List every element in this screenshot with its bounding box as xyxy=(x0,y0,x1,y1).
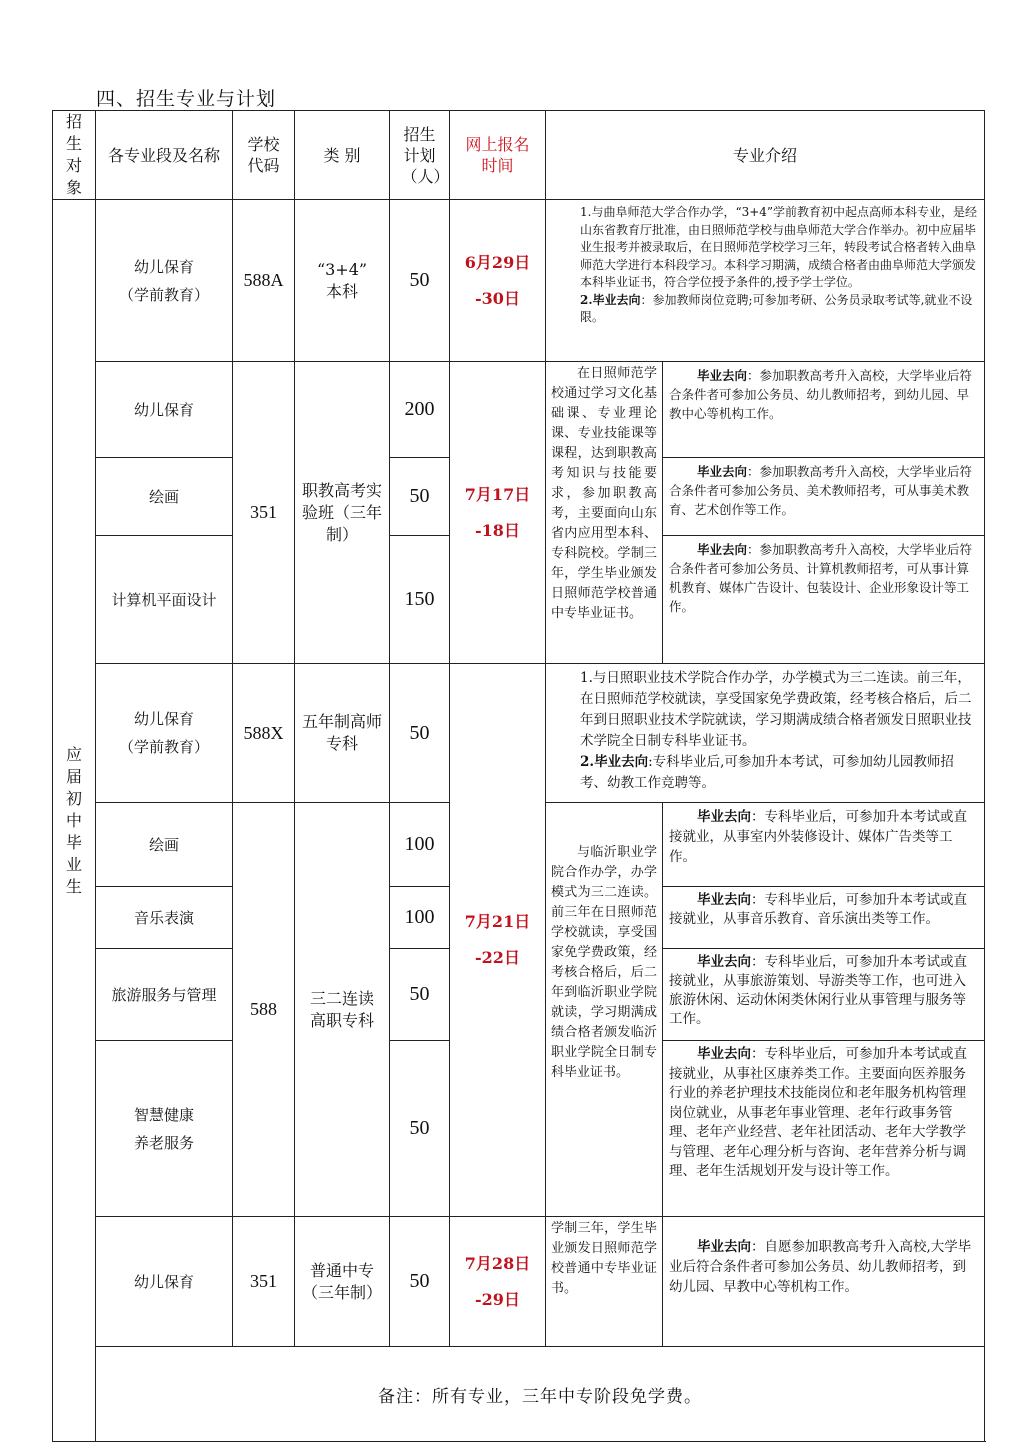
common-intro: 学制三年，学生毕业颁发日照师范学校普通中专毕业证书。 xyxy=(546,1217,663,1347)
header-category: 类 别 xyxy=(295,111,390,200)
enroll-plan: 150 xyxy=(390,536,450,664)
category: 普通中专（三年制） xyxy=(295,1217,390,1347)
school-code: 588X xyxy=(233,664,295,803)
enroll-plan: 200 xyxy=(390,362,450,458)
signup-time: 6月29日 -30日 xyxy=(450,200,546,362)
major-name: 幼儿保育 （学前教育） xyxy=(96,664,233,803)
school-code: 588A xyxy=(233,200,295,362)
note: 备注：所有专业，三年中专阶段免学费。 xyxy=(96,1347,985,1442)
enroll-plan: 50 xyxy=(390,200,450,362)
enroll-plan: 50 xyxy=(390,458,450,536)
header-code: 学校代码 xyxy=(233,111,295,200)
category: “3+4” 本科 xyxy=(295,200,390,362)
career-intro: 毕业去向：专科毕业后，可参加升本考试或直接就业，从事室内外装修设计、媒体广告类等工作。 xyxy=(663,803,985,887)
school-code: 588 xyxy=(233,803,295,1217)
target-group: 应届初中毕业生 xyxy=(53,200,96,1442)
career-intro: 毕业去向：专科毕业后，可参加升本考试或直接就业，从事音乐教育、音乐演出类等工作。 xyxy=(663,887,985,949)
enroll-plan: 100 xyxy=(390,887,450,949)
header-time: 网上报名时间 xyxy=(450,111,546,200)
header-major: 各专业段及名称 xyxy=(96,111,233,200)
signup-time: 7月17日 -18日 xyxy=(450,362,546,664)
category: 五年制高师专科 xyxy=(295,664,390,803)
enroll-plan: 100 xyxy=(390,803,450,887)
career-intro: 毕业去向：参加职教高考升入高校，大学毕业后符合条件者可参加公务员、幼儿教师招考，到幼儿园、早教中心等机构工作。 xyxy=(663,362,985,458)
signup-time: 7月28日 -29日 xyxy=(450,1217,546,1347)
major-name: 幼儿保育 xyxy=(96,1217,233,1347)
career-intro: 毕业去向：参加职教高考升入高校，大学毕业后符合条件者可参加公务员、美术教师招考，可从事美术教育、艺术创作等工作。 xyxy=(663,458,985,536)
table-row xyxy=(53,664,985,803)
common-intro: 与临沂职业学院合作办学，办学模式为三二连读。前三年在日照师范学校就读，享受国家免学费政策，经考核合格后，后二年到临沂职业学院就读，学习期满成绩合格者颁发临沂职业学院全日制专科毕业证书。 xyxy=(546,803,663,1217)
major-name: 绘画 xyxy=(96,803,233,887)
signup-time: 7月21日 -22日 xyxy=(450,664,546,1217)
major-name: 幼儿保育 xyxy=(96,362,233,458)
major-name: 智慧健康 养老服务 xyxy=(96,1041,233,1217)
common-intro: 在日照师范学校通过学习文化基础课、专业理论课、专业技能课等课程，达到职教高考知识与技能要求，参加职教高考，主要面向山东省内应用型本科、专科院校。学制三年，学生毕业颁发日照师范学校普通中专毕业证书。 xyxy=(546,362,663,664)
section-title: 四、招生专业与计划 xyxy=(96,88,277,110)
table-row xyxy=(53,200,985,362)
major-name: 计算机平面设计 xyxy=(96,536,233,664)
major-intro: 1.与日照职业技术学院合作办学，办学模式为三二连读。前三年，在日照师范学校就读，享受国家免学费政策，经考核合格后，后二年到日照职业技术学院就读，学习期满成绩合格者颁发日照职业技术学院全日制专科毕业证书。 2.毕业去向:专科毕业后,可参加升本考试，可参加幼儿园教师招考、幼教工作竞聘等。 xyxy=(546,664,985,803)
enrollment-table xyxy=(52,110,985,1442)
header-row xyxy=(53,111,985,200)
school-code: 351 xyxy=(233,1217,295,1347)
enroll-plan: 50 xyxy=(390,664,450,803)
career-intro: 毕业去向：自愿参加职教高考升入高校,大学毕业后符合条件者可参加公务员、幼儿教师招考，到幼儿园、早教中心等机构工作。 xyxy=(663,1217,985,1347)
major-name: 旅游服务与管理 xyxy=(96,949,233,1041)
category: 三二连读 高职专科 xyxy=(295,803,390,1217)
table-row xyxy=(53,362,985,458)
major-intro: 1.与曲阜师范大学合作办学，“3+4”学前教育初中起点高师本科专业，是经山东省教育厅批准，由日照师范学校与曲阜师范大学合作举办。初中应届毕业生报考并被录取后，在日照师范学校学习三年，转段考试合格者转入曲阜师范大学进行本科段学习。本科学习期满，成绩合格者由曲阜师范大学颁发本科毕业证书，符合学位授予条件的,授予学士学位。 2.毕业去向：参加教师岗位竞聘;可参加考研、公务员录取考试等,就业不设限。 xyxy=(546,200,985,362)
header-target: 招生对象 xyxy=(53,111,96,200)
table-row xyxy=(53,1217,985,1347)
enroll-plan: 50 xyxy=(390,1217,450,1347)
career-intro: 毕业去向：专科毕业后，可参加升本考试或直接就业，从事旅游策划、导游类等工作，也可进入旅游休闲、运动休闲类休闲行业从事管理与服务等工作。 xyxy=(663,949,985,1041)
major-name: 音乐表演 xyxy=(96,887,233,949)
note-row xyxy=(53,1347,985,1442)
enroll-plan: 50 xyxy=(390,1041,450,1217)
major-name: 绘画 xyxy=(96,458,233,536)
category: 职教高考实验班（三年制） xyxy=(295,362,390,664)
major-name: 幼儿保育 （学前教育） xyxy=(96,200,233,362)
career-intro: 毕业去向：参加职教高考升入高校，大学毕业后符合条件者可参加公务员、计算机教师招考，可从事计算机教育、媒体广告设计、包装设计、企业形象设计等工作。 xyxy=(663,536,985,664)
enroll-plan: 50 xyxy=(390,949,450,1041)
school-code: 351 xyxy=(233,362,295,664)
career-intro: 毕业去向：专科毕业后，可参加升本考试或直接就业，从事社区康养类工作。主要面向医养服务行业的养老护理技术技能岗位和老年服务机构管理岗位就业，从事老年事业管理、老年行政事务管理、老年产业经营、老年社团活动、老年大学教学与管理、老年心理分析与咨询、老年营养分析与调理、老年生活规划开发与设计等工作。 xyxy=(663,1041,985,1217)
header-intro: 专业介绍 xyxy=(546,111,985,200)
header-plan: 招生计划（人） xyxy=(390,111,450,200)
